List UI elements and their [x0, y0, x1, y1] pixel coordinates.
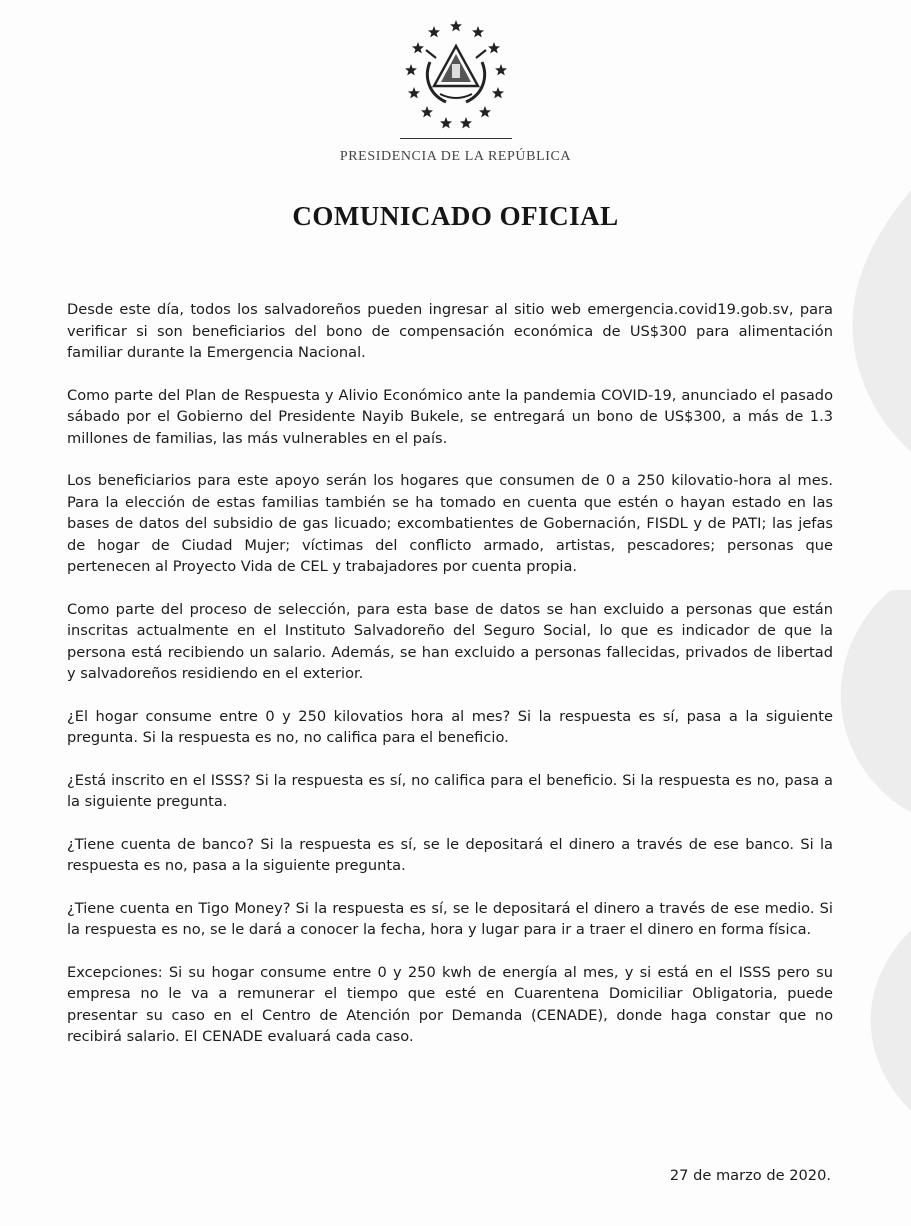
- paragraph: ¿El hogar consume entre 0 y 250 kilovatios hora al mes? Si la respuesta es sí, pasa a la siguiente pregunta. Si la respuesta es no, no califica para el beneficio.: [67, 707, 833, 746]
- paragraph: Desde este día, todos los salvadoreños pueden ingresar al sitio web emergencia.covid19.gob.sv, para verificar si son beneficiarios del bono de compensación económica de US$300 para alimentación familiar durante la Emergencia Nacional.: [67, 301, 833, 361]
- document-title: COMUNICADO OFICIAL: [292, 201, 619, 231]
- paragraph: ¿Tiene cuenta en Tigo Money? Si la respuesta es sí, se le depositará el dinero a través de ese medio. Si la respuesta es no, se le dará a conocer la fecha, hora y lugar para ir a traer el dinero en forma física.: [67, 899, 833, 938]
- paragraph: ¿Está inscrito en el ISSS? Si la respuesta es sí, no califica para el beneficio. Si la respuesta es no, pasa a la siguiente pregunta.: [67, 771, 833, 810]
- institution-name: PRESIDENCIA DE LA REPÚBLICA: [339, 149, 572, 164]
- paragraph: Excepciones: Si su hogar consume entre 0 y 250 kwh de energía al mes, y si está en el ISSS pero su empresa no le va a remunerar el tiempo que esté en Cuarentena Domiciliar Obligatoria, puede presentar su caso en el Centro de Atención por Demanda (CENADE), donde haga constar que no recibirá salario. El CENADE evaluará cada caso.: [67, 963, 833, 1045]
- paragraph: Como parte del proceso de selección, para esta base de datos se han excluido a personas que están inscritas actualmente en el Instituto Salvadoreño del Seguro Social, lo que es indicador de que la persona está recibiendo un salario. Además, se han excluido a personas fallecidas, privados de libertad y salvadoreños residiendo en el exterior.: [67, 600, 833, 682]
- paragraph: Los beneficiarios para este apoyo serán los hogares que consumen de 0 a 250 kilovatio-hora al mes. Para la elección de estas familias también se ha tomado en cuenta que estén o hayan estado en las bases de datos del subsidio de gas licuado; excombatientes de Gobernación, FISDL y de PATI; las jefas de hogar de Ciudad Mujer; víctimas del conflicto armado, artistas, pescadores; personas que pertenecen al Proyecto Vida de CEL y trabajadores por cuenta propia.: [67, 472, 833, 575]
- paragraph: ¿Tiene cuenta de banco? Si la respuesta es sí, se le depositará el dinero a través de ese banco. Si la respuesta es no, pasa a la siguiente pregunta.: [67, 835, 833, 874]
- letterhead: [0, 14, 911, 165]
- document-body: [67, 299, 833, 1069]
- paragraph: Como parte del Plan de Respuesta y Alivio Económico ante la pandemia COVID-19, anunciado el pasado sábado por el Gobierno del Presidente Nayib Bukele, se entregará un bono de US$300, a más de 1.3 millones de familias, las más vulnerables en el país.: [67, 386, 833, 447]
- coat-of-arms-seal: [396, 14, 516, 132]
- document-date: 27 de marzo de 2020.: [669, 1167, 831, 1184]
- header-divider: [400, 138, 512, 139]
